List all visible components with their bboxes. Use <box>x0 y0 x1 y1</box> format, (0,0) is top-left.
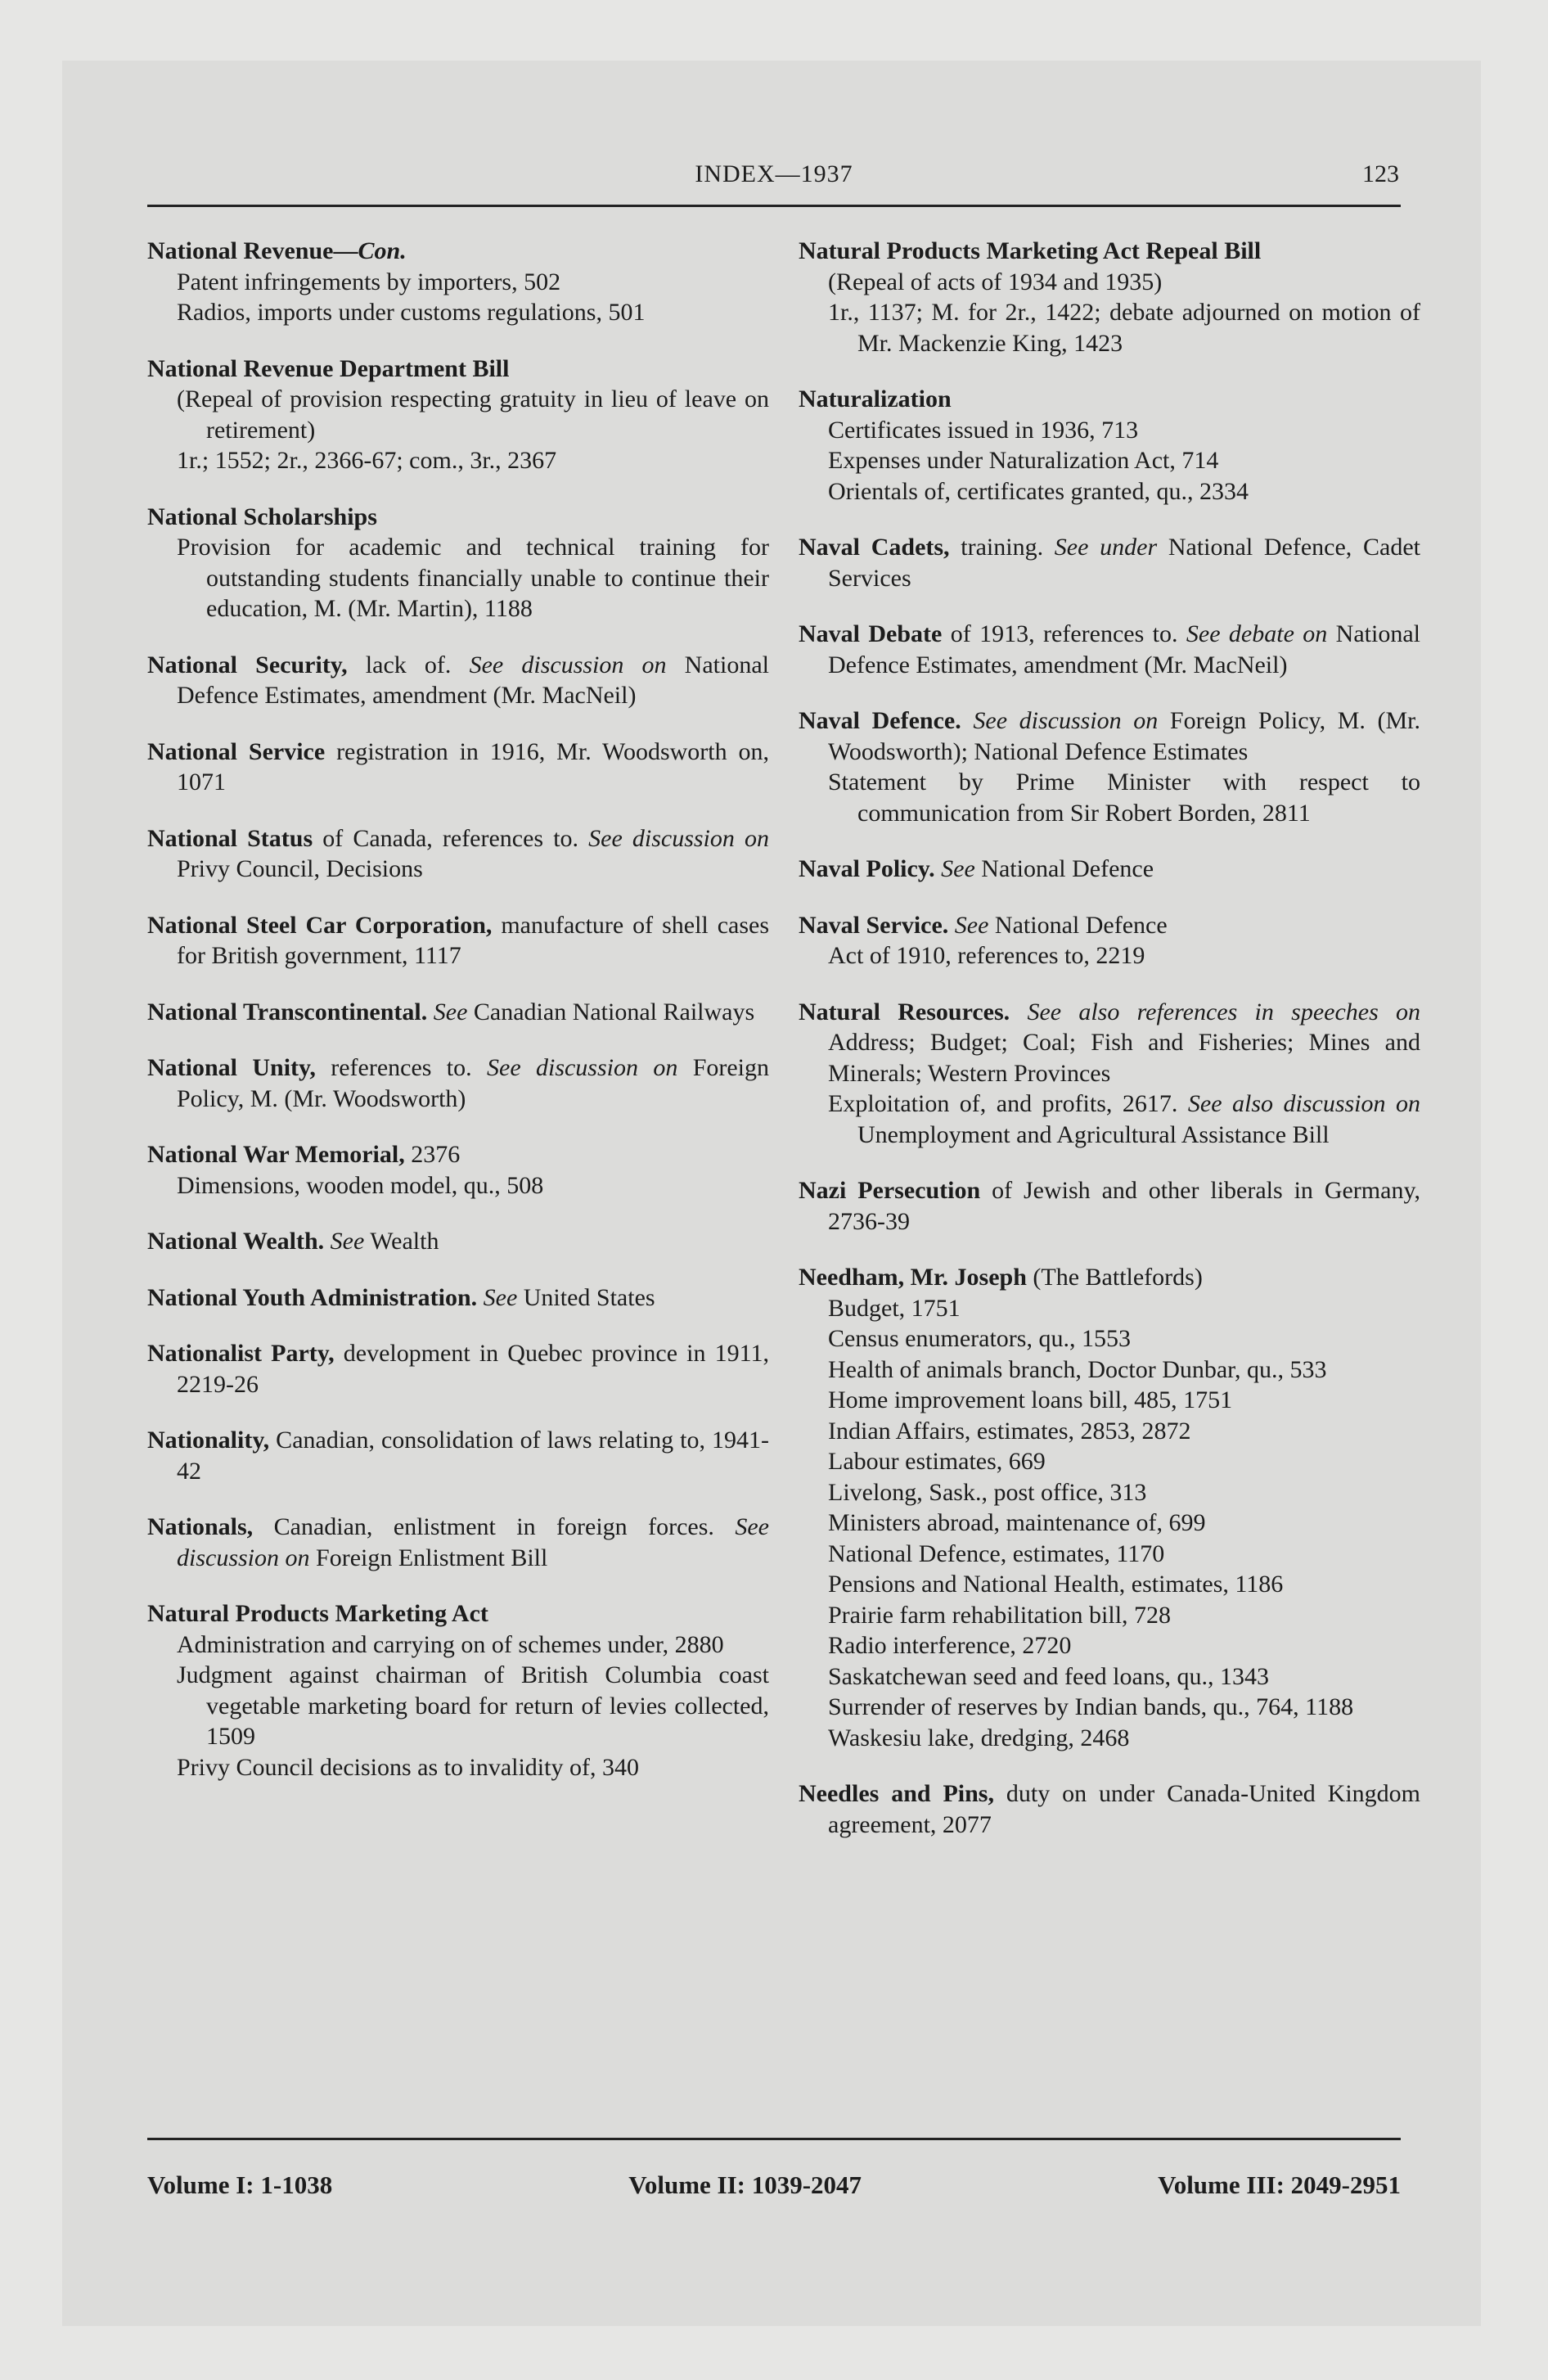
page-number: 123 <box>1362 160 1399 187</box>
index-text <box>1010 998 1027 1025</box>
index-entry-heading <box>147 1425 769 1486</box>
index-text: Canadian, consolidation of laws relating to, 1941-42 <box>177 1427 769 1485</box>
index-text: National Defence <box>974 855 1154 882</box>
index-heading-text: National Wealth. <box>147 1228 325 1255</box>
index-entry-heading <box>147 1282 769 1314</box>
index-subentry <box>147 1170 769 1201</box>
index-entry-heading <box>147 997 769 1028</box>
index-text: National Defence, Cadet Services <box>828 534 1420 592</box>
index-text: 1r.; 1552; 2r., 2366-67; com., 3r., 2367 <box>177 447 557 474</box>
index-entry-heading <box>799 910 1420 941</box>
index-subentry <box>799 297 1420 358</box>
index-text: Labour estimates, 669 <box>828 1448 1046 1475</box>
index-text: manufacture of shell cases for British government, 1117 <box>177 911 769 969</box>
index-text: See debate on <box>1186 620 1328 647</box>
index-subentry <box>147 1660 769 1752</box>
index-text: See <box>483 1283 518 1311</box>
volume-2-range: Volume II: 1039-2047 <box>628 2170 862 2199</box>
index-text: Patent infringements by importers, 502 <box>177 268 561 295</box>
index-entry <box>799 384 1420 507</box>
index-entry <box>799 1778 1420 1840</box>
volume-1-range: Volume I: 1-1038 <box>147 2170 333 2199</box>
index-text: See <box>954 911 989 939</box>
index-entry <box>799 854 1420 885</box>
index-text: Orientals of, certificates granted, qu., 2334 <box>828 477 1249 505</box>
index-heading-text: Con. <box>358 237 407 264</box>
index-entry-heading <box>147 1598 769 1629</box>
index-text: Radios, imports under customs regulations, 501 <box>177 299 646 326</box>
index-entry <box>147 1226 769 1257</box>
index-entry-heading <box>147 1053 769 1114</box>
index-heading-text: Naval Service. <box>799 911 949 939</box>
index-text: of Jewish and other liberals in Germany, 2736-39 <box>828 1177 1420 1235</box>
index-entry-heading <box>799 1262 1420 1293</box>
index-subentry <box>799 1569 1420 1600</box>
index-entry-heading <box>799 384 1420 415</box>
index-text: of 1913, references to. <box>942 620 1186 647</box>
index-heading-text: National Service <box>147 737 326 765</box>
index-heading-text: National Scholarships <box>147 503 377 530</box>
index-heading-text: Naval Policy. <box>799 855 935 882</box>
index-entry <box>799 532 1420 593</box>
index-text: 2376 <box>404 1141 461 1168</box>
index-entry-heading <box>799 1175 1420 1237</box>
index-text: duty on under Canada-United Kingdom agreement, 2077 <box>828 1780 1420 1838</box>
index-heading-text: Nazi Persecution <box>799 1177 981 1204</box>
index-entry-heading <box>147 236 769 267</box>
index-text: See discussion on <box>177 1513 769 1571</box>
index-text: Judgment against chairman of British Columbia coast vegetable marketing board for return of levies collected, 1509 <box>177 1661 769 1750</box>
index-heading-text: Naturalization <box>799 385 952 412</box>
index-subentry <box>799 1323 1420 1355</box>
index-entry <box>147 1053 769 1114</box>
index-subentry <box>147 532 769 624</box>
index-heading-text: National Revenue— <box>147 237 358 264</box>
volume-3-range: Volume III: 2049-2951 <box>1158 2170 1401 2199</box>
index-subentry <box>799 1416 1420 1447</box>
index-text: (Repeal of acts of 1934 and 1935) <box>828 268 1163 295</box>
index-text <box>948 912 955 939</box>
index-heading-text: Nationality, <box>147 1427 270 1454</box>
index-heading-text: Naval Defence. <box>799 707 961 734</box>
index-entry <box>799 619 1420 680</box>
index-subentry <box>799 1293 1420 1324</box>
index-text: See discussion on <box>973 707 1159 734</box>
index-text <box>324 1228 331 1255</box>
index-subentry <box>799 267 1420 298</box>
index-entry-heading <box>799 854 1420 885</box>
index-text: Census enumerators, qu., 1553 <box>828 1325 1131 1352</box>
index-text: Health of animals branch, Doctor Dunbar, qu., 533 <box>828 1355 1327 1383</box>
index-text <box>477 1284 484 1311</box>
index-entry-heading <box>147 354 769 385</box>
page-header <box>0 160 1548 193</box>
index-text: Livelong, Sask., post office, 313 <box>828 1478 1147 1506</box>
index-entry <box>147 1139 769 1201</box>
index-entry <box>147 1282 769 1314</box>
index-entry <box>147 1425 769 1486</box>
index-subentry <box>147 267 769 298</box>
index-subentry <box>147 445 769 476</box>
index-entry-heading <box>147 1512 769 1573</box>
index-text: See under <box>1054 534 1158 561</box>
index-subentry <box>147 297 769 328</box>
index-subentry <box>799 1600 1420 1631</box>
index-heading-text: Needles and Pins, <box>799 1780 994 1807</box>
index-text: Dimensions, wooden model, qu., 508 <box>177 1171 544 1199</box>
index-text: Privy Council decisions as to invalidity of, 340 <box>177 1753 639 1781</box>
index-heading-text: Natural Products Marketing Act <box>147 1600 488 1627</box>
index-entry <box>799 236 1420 358</box>
index-text: lack of. <box>347 651 470 678</box>
index-text: registration in 1916, Mr. Woodsworth on, 1071 <box>177 737 769 796</box>
index-heading-text: Nationals, <box>147 1513 254 1540</box>
index-text: Prairie farm rehabilitation bill, 728 <box>828 1601 1172 1629</box>
index-heading-text: National Steel Car Corporation, <box>147 911 493 939</box>
index-text: Foreign Enlistment Bill <box>309 1544 548 1571</box>
index-entry-heading <box>147 737 769 798</box>
index-entry <box>799 1262 1420 1753</box>
index-heading-text: Nationalist Party, <box>147 1340 335 1367</box>
index-text: National Defence Estimates, amendment (Mr. MacNeil) <box>177 651 769 709</box>
index-subentry <box>147 384 769 445</box>
index-text: Indian Affairs, estimates, 2853, 2872 <box>828 1417 1191 1445</box>
index-entry-heading <box>799 997 1420 1089</box>
index-entry <box>147 1338 769 1400</box>
left-column <box>147 236 769 1808</box>
index-entry <box>147 650 769 711</box>
index-text: See discussion on <box>469 651 667 678</box>
index-text: National Defence <box>988 911 1168 939</box>
index-entry-heading <box>147 1226 769 1257</box>
index-text: Wealth <box>364 1228 439 1255</box>
index-text: United States <box>517 1283 655 1311</box>
index-entry <box>147 737 769 798</box>
index-text: Canadian, enlistment in foreign forces. <box>253 1513 736 1540</box>
index-entry <box>799 705 1420 828</box>
index-entry <box>147 354 769 476</box>
footer-rule <box>147 2138 1401 2140</box>
index-text: Provision for academic and technical training for outstanding students financially unable to continue their education, M. (Mr. Martin), 1188 <box>177 534 769 622</box>
index-text: Unemployment and Agricultural Assistance Bill <box>857 1120 1330 1148</box>
index-text: See <box>433 998 468 1025</box>
index-subentry <box>799 767 1420 828</box>
index-text <box>961 707 974 734</box>
index-text: (Repeal of provision respecting gratuity in lieu of leave on retirement) <box>177 385 769 444</box>
index-subentry <box>799 1539 1420 1570</box>
index-subentry <box>799 1089 1420 1150</box>
page-title: INDEX—1937 <box>695 160 853 187</box>
index-subentry <box>799 1723 1420 1754</box>
index-subentry <box>799 1446 1420 1477</box>
index-subentry <box>799 1508 1420 1539</box>
index-subentry <box>799 1661 1420 1693</box>
index-text: 1r., 1137; M. for 2r., 1422; debate adjourned on motion of Mr. Mackenzie King, 1423 <box>828 299 1420 357</box>
index-subentry <box>799 476 1420 507</box>
index-heading-text: National Transcontinental. <box>147 998 428 1025</box>
index-subentry <box>799 1477 1420 1508</box>
index-entry <box>799 910 1420 971</box>
index-entry-heading <box>799 705 1420 767</box>
index-entry <box>147 823 769 885</box>
index-text: Home improvement loans bill, 485, 1751 <box>828 1386 1233 1413</box>
index-text: Radio interference, 2720 <box>828 1632 1072 1659</box>
page-footer <box>147 2170 1401 2203</box>
index-text: Ministers abroad, maintenance of, 699 <box>828 1509 1206 1536</box>
index-entry <box>147 502 769 624</box>
index-entry <box>147 1598 769 1783</box>
index-text: See <box>941 855 975 882</box>
header-rule <box>147 205 1401 207</box>
index-text: See also references in speeches on <box>1027 998 1421 1025</box>
index-entry-heading <box>147 1338 769 1400</box>
index-heading-text: Natural Products Marketing Act Repeal Bill <box>799 237 1262 264</box>
index-text: National Defence Estimates, amendment (Mr. MacNeil) <box>828 620 1420 678</box>
index-text: Statement by Prime Minister with respect to communication from Sir Robert Borden, 2811 <box>828 769 1420 827</box>
index-entry-heading <box>799 1778 1420 1840</box>
index-text: training. <box>949 534 1055 561</box>
index-text: references to. <box>315 1054 487 1081</box>
index-text: Waskesiu lake, dredging, 2468 <box>828 1724 1130 1751</box>
index-text: See discussion on <box>487 1054 678 1081</box>
index-subentry <box>799 445 1420 476</box>
index-entry <box>147 997 769 1028</box>
index-heading-text: Natural Resources. <box>799 998 1010 1025</box>
index-entry-heading <box>799 236 1420 267</box>
index-subentry <box>147 1752 769 1783</box>
index-subentry <box>799 940 1420 971</box>
index-text: Foreign Policy, M. (Mr. Woodsworth) <box>177 1054 770 1112</box>
index-text: Saskatchewan seed and feed loans, qu., 1343 <box>828 1662 1270 1690</box>
index-subentry <box>799 1385 1420 1416</box>
index-entry <box>799 1175 1420 1237</box>
index-subentry <box>799 1692 1420 1723</box>
index-heading-text: Naval Debate <box>799 620 943 647</box>
index-entry <box>147 1512 769 1573</box>
index-heading-text: National Security, <box>147 651 348 678</box>
index-text: Exploitation of, and profits, 2617. <box>828 1090 1188 1117</box>
index-text: Address; Budget; Coal; Fish and Fisheries; Mines and Minerals; Western Provinces <box>828 1029 1420 1087</box>
index-heading-text: National Unity, <box>147 1054 316 1081</box>
index-text: Certificates issued in 1936, 713 <box>828 416 1139 444</box>
index-subentry <box>147 1629 769 1661</box>
index-entry-heading <box>147 1139 769 1170</box>
index-entry-heading <box>799 532 1420 593</box>
index-entry <box>147 236 769 328</box>
index-text: See <box>330 1228 365 1255</box>
index-heading-text: National Youth Administration. <box>147 1283 478 1311</box>
index-text: See also discussion on <box>1187 1090 1420 1117</box>
index-text: Pensions and National Health, estimates, 1186 <box>828 1571 1284 1598</box>
index-entry-heading <box>147 823 769 885</box>
index-subentry <box>799 1630 1420 1661</box>
index-text: Privy Council, Decisions <box>177 855 423 882</box>
index-heading-text: National Status <box>147 824 313 852</box>
index-heading-text: Needham, Mr. Joseph <box>799 1264 1027 1291</box>
index-entry <box>799 997 1420 1151</box>
index-entry-heading <box>147 650 769 711</box>
index-entry-heading <box>799 619 1420 680</box>
index-subentry <box>799 1355 1420 1386</box>
index-heading-text: National War Memorial, <box>147 1141 405 1168</box>
index-heading-text: National Revenue Department Bill <box>147 354 510 382</box>
index-text: See discussion on <box>588 824 769 852</box>
index-text: Act of 1910, references to, 2219 <box>828 942 1145 969</box>
right-column <box>799 236 1420 1865</box>
index-text: of Canada, references to. <box>313 824 589 852</box>
index-text: (The Battlefords) <box>1026 1264 1203 1291</box>
index-entry <box>147 910 769 971</box>
index-heading-text: Naval Cadets, <box>799 534 950 561</box>
index-text: Expenses under Naturalization Act, 714 <box>828 447 1219 474</box>
index-text: National Defence, estimates, 1170 <box>828 1539 1165 1567</box>
index-text: development in Quebec province in 1911, 2219-26 <box>177 1340 769 1398</box>
index-entry-heading <box>147 502 769 533</box>
index-entry-heading <box>147 910 769 971</box>
index-text <box>427 998 434 1025</box>
index-subentry <box>799 415 1420 446</box>
index-text: Surrender of reserves by Indian bands, qu., 764, 1188 <box>828 1693 1354 1720</box>
index-text: Foreign Policy, M. (Mr. Woodsworth); National Defence Estimates <box>828 707 1421 765</box>
index-text: Budget, 1751 <box>828 1294 961 1322</box>
index-text: Administration and carrying on of schemes under, 2880 <box>177 1630 724 1658</box>
index-text: Canadian National Railways <box>467 998 755 1025</box>
